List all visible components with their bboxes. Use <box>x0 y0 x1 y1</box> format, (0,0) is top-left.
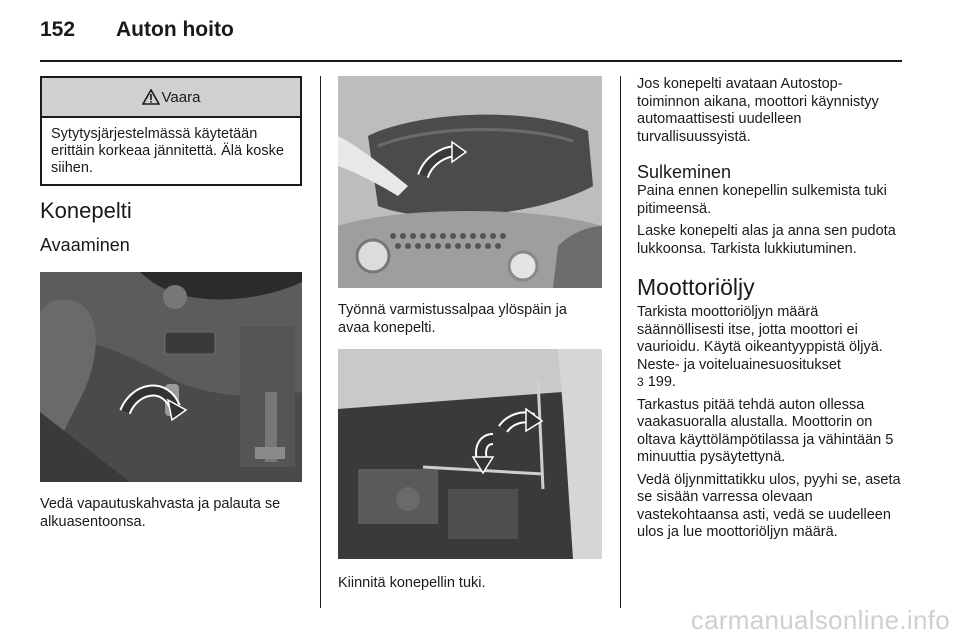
warning-title: Vaara <box>161 88 201 106</box>
paragraph-autostop: Jos konepelti avataan Autostop-toiminnon aikana, moottori käynnistyy automaattisesti uudelleen turvallisuussyistä. <box>637 76 879 145</box>
paragraph-oil-3: Vedä öljynmittatikku ulos, pyyhi se, aseta se sisään varressa olevaan vastekohtaansa asti, vedä se uudelleen ulos ja lue moottoriöljyn määrä. <box>637 471 901 540</box>
caption-release-handle: Vedä vapautuskahvasta ja palauta se alkuasentoonsa. <box>40 496 281 530</box>
section-title: Auton hoito <box>116 18 234 41</box>
paragraph-closing-1: Paina ennen konepellin sulkemista tuki pitimeensä. <box>637 183 887 217</box>
caption-hood-support: Kiinnitä konepellin tuki. <box>338 575 486 591</box>
heading-konepelti: Konepelti <box>40 198 132 223</box>
paragraph-closing-2: Laske konepelti alas ja anna sen pudota lukkoonsa. Tarkista lukkiutuminen. <box>637 223 896 257</box>
column-1 <box>40 76 302 531</box>
photo-hood-support <box>338 349 602 559</box>
column-divider-2 <box>620 76 621 608</box>
column-divider-1 <box>320 76 321 608</box>
caption-open-hood: Työnnä varmistussalpaa ylöspäin ja avaa konepelti. <box>338 302 567 336</box>
column-2 <box>338 76 602 593</box>
heading-moottorioljy: Moottoriöljy <box>637 274 755 300</box>
header-rule <box>40 60 902 62</box>
paragraph-oil-2: Tarkastus pitää tehdä auton ollessa vaakasuoralla alustalla. Moottorin on oltava käyttölämpötilassa ja vähintään 5 minuuttia pysäytettynä. <box>637 396 894 465</box>
warning-triangle-icon <box>142 89 160 105</box>
photo-release-handle <box>40 272 302 482</box>
watermark: carmanualsonline.info <box>690 605 950 635</box>
page-header <box>40 14 900 50</box>
page-reference-arrow-icon: 3 <box>637 375 644 389</box>
column-3 <box>637 76 903 542</box>
page-number: 152 <box>40 18 76 41</box>
subheading-avaaminen: Avaaminen <box>40 235 130 255</box>
paragraph-oil-1-text: Tarkista moottoriöljyn määrä säännöllisesti itse, jotta moottori ei vaurioidu. Käytä oikeantyyppistä öljyä. Neste- ja voiteluainesuositukset <box>637 304 883 373</box>
warning-box <box>40 76 302 186</box>
paragraph-oil-1 <box>637 304 903 392</box>
subheading-sulkeminen: Sulkeminen <box>637 162 732 182</box>
page-reference-link[interactable]: 199. <box>647 374 676 390</box>
warning-header <box>42 78 300 118</box>
photo-open-hood <box>338 76 602 288</box>
warning-text: Sytytysjärjestelmässä käytetään erittäin korkeaa jännitettä. Älä koske siihen. <box>51 126 284 176</box>
